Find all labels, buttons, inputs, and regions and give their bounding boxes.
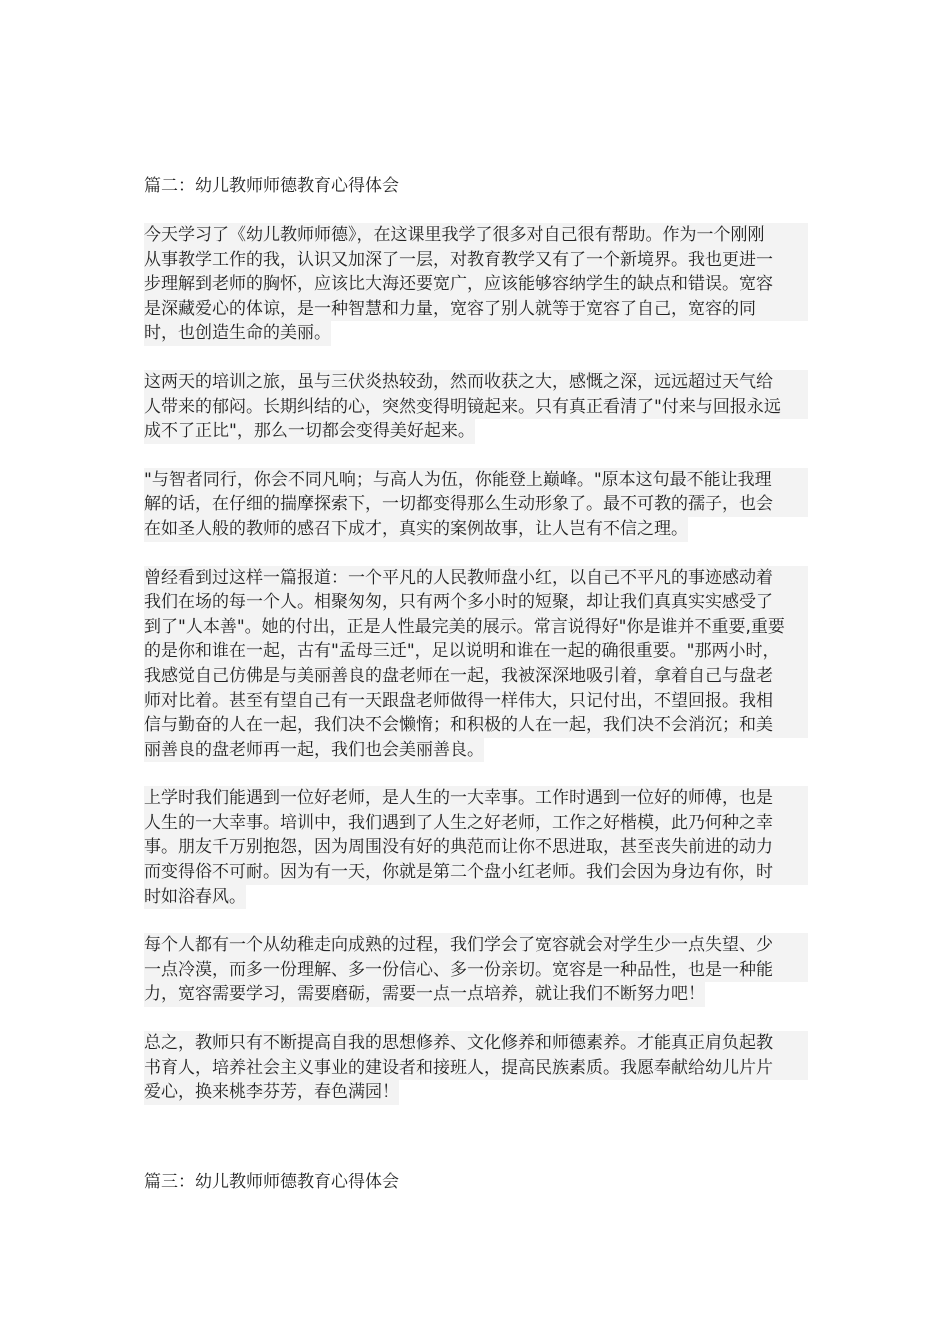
text-line: 而变得俗不可耐。因为有一天，你就是第二个盘小红老师。我们会因为身边有你，时: [144, 860, 808, 885]
text-line: 今天学习了《幼儿教师师德》，在这课里我学了很多对自己很有帮助。作为一个刚刚: [144, 223, 808, 248]
section-title: 篇三：幼儿教师师德教育心得体会: [144, 1172, 399, 1192]
text-line: 每个人都有一个从幼稚走向成熟的过程，我们学会了宽容就会对学生少一点失望、少: [144, 933, 808, 958]
text-line: 总之，教师只有不断提高自我的思想修养、文化修养和师德素养。才能真正肩负起教: [144, 1031, 808, 1056]
text-line: 这两天的培训之旅，虽与三伏炎热较劲，然而收获之大，感慨之深，远远超过天气给: [144, 370, 808, 395]
text-line: 事。朋友千万别抱怨，因为周围没有好的典范而让你不思进取，甚至丧失前进的动力: [144, 835, 808, 860]
paragraph: [144, 1031, 808, 1105]
text-line: 到了"人本善"。她的付出，正是人性最完美的展示。常言说得好"你是谁并不重要,重要: [144, 615, 808, 640]
text-line: 人生的一大幸事。培训中，我们遇到了人生之好老师，工作之好楷模，此乃何种之幸: [144, 811, 808, 836]
document-page: [144, 174, 808, 1129]
text-line: 师对比着。甚至有望自己有一天跟盘老师做得一样伟大，只记付出，不望回报。我相: [144, 689, 808, 714]
paragraph: [144, 933, 808, 1007]
text-line: 力，宽容需要学习，需要磨砺，需要一点一点培养，就让我们不断努力吧！: [144, 982, 705, 1007]
text-line: 人带来的郁闷。长期纠结的心，突然变得明镜起来。只有真正看清了"付来与回报永远: [144, 395, 808, 420]
text-line: 上学时我们能遇到一位好老师，是人生的一大幸事。工作时遇到一位好的师傅，也是: [144, 786, 808, 811]
text-line: 书育人，培养社会主义事业的建设者和接班人，提高民族素质。我愿奉献给幼儿片片: [144, 1056, 808, 1081]
text-line: 一点冷漠，而多一份理解、多一份信心、多一份亲切。宽容是一种品性，也是一种能: [144, 958, 808, 983]
paragraph: [144, 468, 808, 542]
text-line: 时，也创造生命的美丽。: [144, 321, 331, 346]
paragraph: [144, 786, 808, 909]
text-line: 解的话，在仔细的揣摩探索下，一切都变得那么生动形象了。最不可教的孺子，也会: [144, 492, 808, 517]
text-line: 我感觉自己仿佛是与美丽善良的盘老师在一起，我被深深地吸引着，拿着自己与盘老: [144, 664, 808, 689]
text-line: 的是你和谁在一起，古有"孟母三迁"，足以说明和谁在一起的确很重要。"那两小时，: [144, 639, 808, 664]
text-line: 从事教学工作的我，认识又加深了一层，对教育教学又有了一个新境界。我也更进一: [144, 248, 808, 273]
text-line: 信与勤奋的人在一起，我们决不会懒惰；和积极的人在一起，我们决不会消沉；和美: [144, 713, 808, 738]
paragraph: [144, 566, 808, 763]
text-line: 丽善良的盘老师再一起，我们也会美丽善良。: [144, 738, 484, 763]
paragraph: [144, 223, 808, 346]
section-title: 篇二：幼儿教师师德教育心得体会: [144, 176, 399, 196]
text-line: 在如圣人般的教师的感召下成才，真实的案例故事，让人岂有不信之理。: [144, 517, 688, 542]
text-line: "与智者同行，你会不同凡响；与高人为伍，你能登上巅峰。"原本这句最不能让我理: [144, 468, 808, 493]
text-line: 步理解到老师的胸怀，应该比大海还要宽广，应该能够容纳学生的缺点和错误。宽容: [144, 272, 808, 297]
text-line: 曾经看到过这样一篇报道：一个平凡的人民教师盘小红，以自己不平凡的事迹感动着: [144, 566, 808, 591]
text-line: 成不了正比"，那么一切都会变得美好起来。: [144, 419, 475, 444]
paragraph: [144, 370, 808, 444]
text-line: 爱心，换来桃李芬芳，春色满园！: [144, 1080, 399, 1105]
text-line: 时如浴春风。: [144, 885, 246, 910]
text-line: 是深藏爱心的体谅，是一种智慧和力量，宽容了别人就等于宽容了自己，宽容的同: [144, 297, 808, 322]
text-line: 我们在场的每一个人。相聚匆匆，只有两个多小时的短聚，却让我们真真实实感受了: [144, 590, 808, 615]
